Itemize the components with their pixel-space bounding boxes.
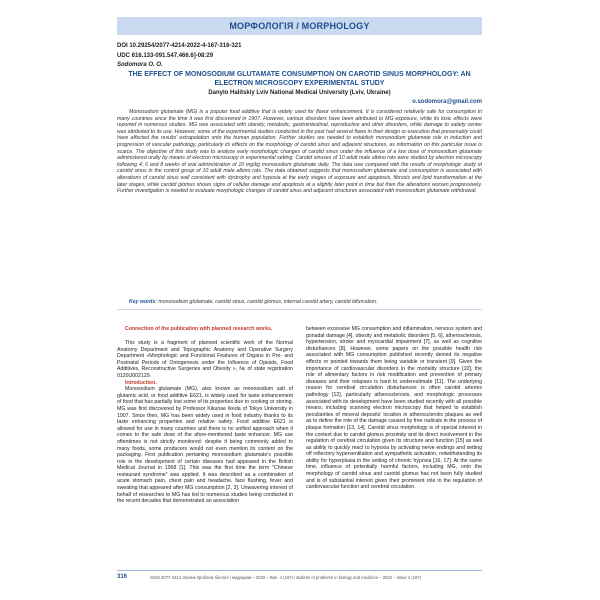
affiliation: Danylo Halitskiy Lviv National Medical University (Lviv, Ukraine): [208, 90, 391, 96]
left-column: [117, 340, 293, 562]
author-email[interactable]: o.sodomora@gmail.com: [412, 99, 482, 105]
article-title: THE EFFECT OF MONOSODIUM GLUTAMATE CONSUMPTION ON CAROTID SINUS MORPHOLOGY: AN ELECTRON MICROSCOPY EXPERIMENTAL STUDY: [128, 71, 471, 87]
footer-citation: ISSN 2077-4214. Вісник проблем біології і медицини – 2022 – Вип. 4 (167) / Bulletin of problems in biology and medicine – 2022 – Issue 4 (167): [150, 575, 422, 580]
footer-divider: [117, 570, 482, 571]
keywords-text: monosodium glutamate, carotid sinus, carotid glomus, internal carotid artery, carotid bifurcation.: [158, 299, 378, 305]
right-text: between excessive MG consumption and inflammation, nervous system and gonadal damage [4], obesity and metabolic disorders [5, 6], atherosclerosis, hypertension, stroke and myocardial impairment [7], as well as cognitive disturbances [8]. However, some papers on the possible health risk associated with MG consumption published recently denied its negative effects or pointed towards them being variable or transient [9]. Given the importance of cardiovascular disorders in the mortality structure [10], the role of alimentary factors in risk modification and prevention of primary diseases and their relapses is hard to underestimate [11]. The underlying reason for cerebral circulation disturbances is often carotid arteries pathology [12], particularly atherosclerosis, and morphologic processes associated with its development have been studied recently with all possible means, including scanning electron microscopy that helped to establish peculiarities of mineral deposits' location in atherosclerotic plaques as well as to define the role of the damage caused by free radicals in the process of plaque formation [13, 14]. Carotid sinus morphology is of special interest in the context due to carotid glomus proximity and its direct involvement in the regulation of cerebral circulation given its structure and function [15] as well as ability to quickly react to hypoxia by activating nerve endings and setting off reflectory hyperventilation and sympathetic activation, notwithstanding its ability for hyperplasia in the setting of chronic hypoxia [16, 17]. At the same time, influence of potentially harmful factors, including MG, onto the morphology of carotid sinus and carotid glomus has not been fully studied and is of substantial interest given their prominent role in the regulation of cardiovascular function and cerebral circulation.: [306, 326, 482, 491]
doi: DOI 10.29254/2077-4214-2022-4-167-316-321: [117, 43, 242, 49]
section-header: МОРФОЛОГІЯ / MORPHOLOGY: [229, 21, 370, 31]
intro-text: Monosodium glutamate (MG), also known as monosodium salt of glutamic acid, or food additive E621, is widely used for taste enhancement of food that has partially lost some of its properties due to cooking or storing. MG was first discovered by Professor Kikunae Ikeda of Tokyo University in 1907. Since then, MG has been widely used in food industry thanks to its taste enhancing properties and relative safety. Food additive E621 is allowed for use in many countries and there is no unified approach when it comes to the safe dose of the afore-mentioned taste enhancer. MG use oftentimes is not strictly monitored: despite it being commonly added to many foods, some producers would not even mention its content on the packaging. First publication pertaining monosodium glutamate's possible role in the development of certain diseases had appeared in the British Medical Journal in 1968 [1]. This was the first time the term "Chinese restaurant syndrome" was applied. It was described as a combination of acute stomach pain, chest pain and headache, face flushing, fever and sweating that appeared after MG consumption [2, 3]. Unwavering interest of behalf of researches to MG has led to numerous studies being conducted in the recent decades that demonstrated an association: [117, 386, 293, 505]
connection-text: This study is a fragment of planned scientific work of the Normal Anatomy Department and Topographic Anatomy and Operative Surgery Department «Morphologic and Functional Features of Organs in Pre- and Postnatal Periods of Ontogenesis under the Influence of Opioids, Food Additives, Reconstructive Surgeries and Obesity », № of state registration 0120U002129.: [117, 340, 293, 379]
divider: [117, 309, 482, 310]
udc: UDC 616.133-091.547.466.6]-08:29: [117, 53, 214, 59]
page-number: 316: [117, 574, 128, 580]
right-column: [306, 326, 482, 562]
abstract: Monosodium glutamate (MG) is a popular food additive that is widely used for flavor enhancement. It is considered relatively safe for consumption in many countries since the time it was first discovered in 1907. However, various disorders have been attributed to MG exposure, while its toxic effects were reported in numerous studies. MG was associated with obesity, metabolic, gastrointestinal, reproductive and other disorders, while damage to satiety center was attributed to its use. However, some of the experimental studies conducted in the past had several flaws in their design or execution that presumably could have affected the results' extrapolation onto the human population. Further studies are needed to establish monosodium glutamate role in induction and progression of vascular pathology, particularly its effects on the morphology of carotid sinus and adjacent structures, as information on this particular issue is scarce. The objective of this study was to analyze early morphologic changes of carotid sinus under the influence of a low dose of monosodium glutamate administered orally by means of electron microscopy in experimental setting. Carotid sinuses of 10 adult male albino rats were studied by electron microscopy following 4, 6 and 8 weeks of oral administration of 10 mg/kg monosodium glutamate daily. The data was compared with the results of morphologic study of carotid sinus in the control group of 10 adult male albino rats. The data obtained suggests that monosodium glutamate oral consumption is associated with alterations of carotid sinus wall consistent with dystrophy and hypoxia at the early stages of exposure and apoptosis, fibrosis and lipid transformation at the later stages, while carotid glomus shows signs of cellular damage and apoptosis at a slightly later point in time but then the alterations worsen progressively. Further investigation is needed to evaluate morphologic changes of carotid sinus and adjacent structures associated with monosodium glutamate withdrawal.: [117, 109, 482, 195]
intro-heading: Introduction.: [125, 379, 157, 386]
author: Sodomora O. O.: [117, 62, 163, 68]
keywords-label: Key words:: [129, 299, 157, 305]
keywords: [129, 299, 482, 306]
connection-heading: Connection of the publication with planned research works.: [125, 326, 273, 332]
